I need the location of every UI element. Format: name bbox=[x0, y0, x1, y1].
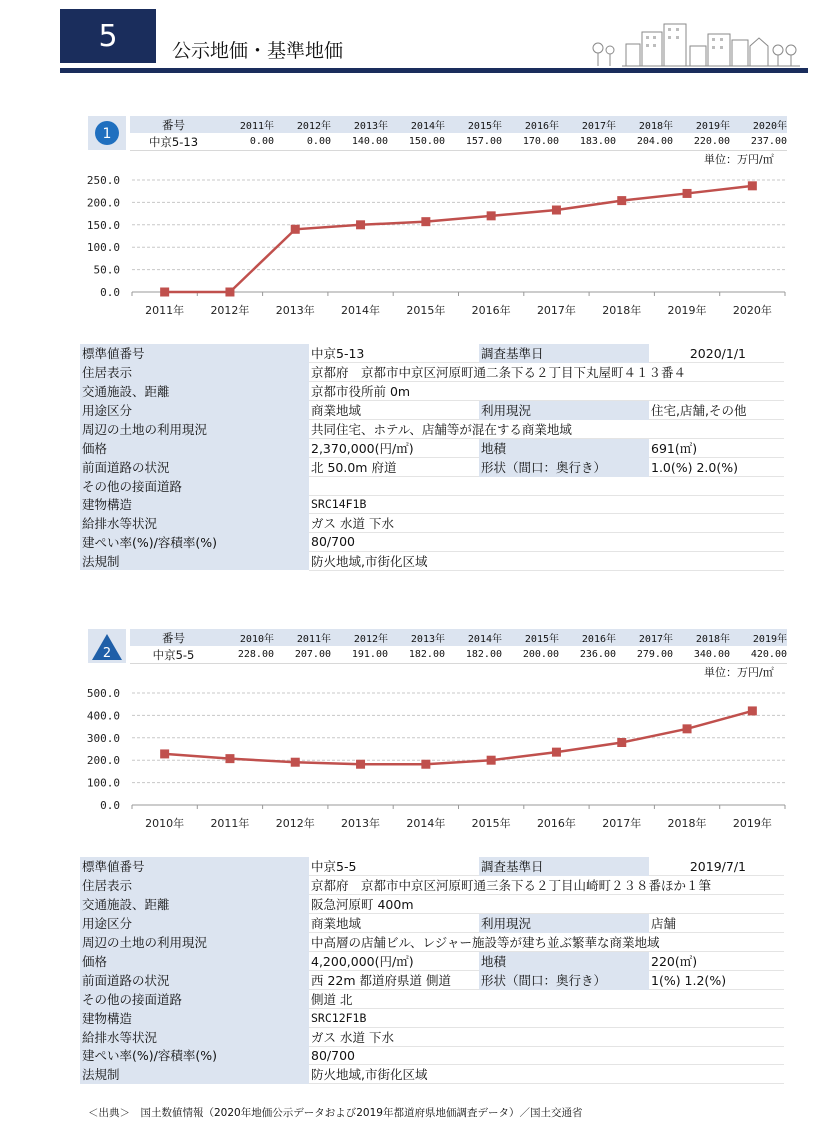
info-value: 80/700 bbox=[309, 533, 784, 552]
table-row bbox=[80, 952, 784, 971]
y-tick-label: 200.0 bbox=[86, 754, 120, 768]
table-row bbox=[80, 477, 784, 496]
table-row bbox=[80, 971, 784, 990]
x-tick-label: 2015年 bbox=[471, 817, 511, 830]
info-label: 形状（間口：奥行き） bbox=[479, 971, 649, 990]
year-cell: 2017年 bbox=[559, 116, 616, 133]
table-row bbox=[80, 933, 784, 952]
table-row bbox=[80, 1065, 784, 1084]
info-value: 2019/7/1 bbox=[649, 857, 784, 876]
table-row bbox=[80, 344, 784, 363]
price-cell: 150.00 bbox=[388, 133, 445, 151]
info-label: 給排水等状況 bbox=[80, 1027, 309, 1046]
info-value: ガス 水道 下水 bbox=[309, 1027, 784, 1046]
badge-number: 1 bbox=[102, 126, 112, 142]
info-label: 価格 bbox=[80, 952, 309, 971]
x-tick-label: 2014年 bbox=[406, 817, 446, 830]
info-value: 京都市役所前 0m bbox=[309, 382, 784, 401]
year-header-row bbox=[130, 629, 787, 646]
year-cell: 2013年 bbox=[331, 116, 388, 133]
badge-number: 2 bbox=[102, 646, 112, 661]
data-point bbox=[291, 225, 300, 234]
price-cell: 340.00 bbox=[673, 646, 730, 664]
x-tick-label: 2013年 bbox=[341, 817, 381, 830]
price-cell: 204.00 bbox=[616, 133, 673, 151]
table-row bbox=[80, 551, 784, 570]
data-point bbox=[487, 211, 496, 220]
price-cell: 182.00 bbox=[445, 646, 502, 664]
info-label: 建物構造 bbox=[80, 1009, 309, 1028]
data-point bbox=[421, 217, 430, 226]
unit-label-1: 単位：万円/㎡ bbox=[704, 153, 774, 166]
price-cell: 220.00 bbox=[673, 133, 730, 151]
info-value: 阪急河原町 400m bbox=[309, 895, 784, 914]
x-tick-label: 2017年 bbox=[536, 304, 576, 317]
data-point bbox=[291, 758, 300, 767]
data-point bbox=[160, 288, 169, 297]
info-value: 側道 北 bbox=[309, 990, 784, 1009]
price-row bbox=[130, 133, 787, 151]
y-tick-label: 100.0 bbox=[86, 241, 120, 255]
info-label: 利用現況 bbox=[479, 401, 649, 420]
price-history-table-1 bbox=[130, 116, 787, 151]
info-label: 地積 bbox=[479, 952, 649, 971]
data-point bbox=[617, 196, 626, 205]
year-cell: 2012年 bbox=[331, 629, 388, 646]
table-row bbox=[80, 495, 784, 514]
info-label: その他の接面道路 bbox=[80, 477, 309, 496]
y-tick-label: 250.0 bbox=[86, 174, 120, 187]
info-value: 防火地域,市街化区域 bbox=[309, 1065, 784, 1084]
x-tick-label: 2011年 bbox=[210, 817, 250, 830]
number-header: 番号 bbox=[130, 116, 217, 133]
info-value: 住宅,店舗,その他 bbox=[649, 401, 784, 420]
info-label: 利用現況 bbox=[479, 914, 649, 933]
year-cell: 2017年 bbox=[616, 629, 673, 646]
info-label: 周辺の土地の利用現況 bbox=[80, 933, 309, 952]
info-label: 価格 bbox=[80, 439, 309, 458]
info-label: 法規制 bbox=[80, 551, 309, 570]
info-label: 用途区分 bbox=[80, 401, 309, 420]
x-tick-label: 2011年 bbox=[145, 304, 185, 317]
triangle-number-icon bbox=[88, 629, 126, 663]
info-label: 建ぺい率(%)/容積率(%) bbox=[80, 533, 309, 552]
y-tick-label: 500.0 bbox=[86, 687, 120, 700]
x-tick-label: 2015年 bbox=[406, 304, 446, 317]
table-row bbox=[80, 914, 784, 933]
info-value: 1.0(%) 2.0(%) bbox=[649, 458, 784, 477]
table-row bbox=[80, 514, 784, 533]
price-cell: 207.00 bbox=[274, 646, 331, 664]
data-point bbox=[748, 181, 757, 190]
info-label: 住居表示 bbox=[80, 876, 309, 895]
info-value: SRC14F1B bbox=[309, 495, 784, 514]
info-value: 京都府 京都市中京区河原町通二条下る２丁目下丸屋町４１３番４ bbox=[309, 363, 784, 382]
data-point bbox=[160, 749, 169, 758]
data-point bbox=[421, 760, 430, 769]
price-cell: 191.00 bbox=[331, 646, 388, 664]
info-value: 80/700 bbox=[309, 1046, 784, 1065]
x-tick-label: 2014年 bbox=[341, 304, 381, 317]
year-header-row bbox=[130, 116, 787, 133]
info-label: 周辺の土地の利用現況 bbox=[80, 420, 309, 439]
y-tick-label: 100.0 bbox=[86, 776, 120, 790]
info-label: 地積 bbox=[479, 439, 649, 458]
number-header: 番号 bbox=[130, 629, 217, 646]
info-value: 2020/1/1 bbox=[649, 344, 784, 363]
year-cell: 2016年 bbox=[559, 629, 616, 646]
table-row bbox=[80, 458, 784, 477]
info-value: 京都府 京都市中京区河原町通三条下る２丁目山崎町２３８番ほか１筆 bbox=[309, 876, 784, 895]
site-number: 中京5-5 bbox=[130, 646, 217, 664]
table-row bbox=[80, 363, 784, 382]
x-tick-label: 2020年 bbox=[732, 304, 772, 317]
price-history-table-2 bbox=[130, 629, 787, 664]
price-cell: 237.00 bbox=[730, 133, 787, 151]
year-cell: 2014年 bbox=[388, 116, 445, 133]
info-value: SRC12F1B bbox=[309, 1009, 784, 1028]
price-cell: 279.00 bbox=[616, 646, 673, 664]
y-tick-label: 200.0 bbox=[86, 196, 120, 210]
x-tick-label: 2018年 bbox=[667, 817, 707, 830]
table-row bbox=[80, 1009, 784, 1028]
info-value: 1(%) 1.2(%) bbox=[649, 971, 784, 990]
info-label: 用途区分 bbox=[80, 914, 309, 933]
price-cell: 140.00 bbox=[331, 133, 388, 151]
site-info-table-1 bbox=[80, 344, 784, 571]
data-point bbox=[225, 288, 234, 297]
data-point bbox=[683, 724, 692, 733]
year-cell: 2015年 bbox=[445, 116, 502, 133]
info-value: 220(㎡) bbox=[649, 952, 784, 971]
info-value: 中高層の店舗ビル、レジャー施設等が建ち並ぶ繁華な商業地域 bbox=[309, 933, 784, 952]
unit-label-2: 単位：万円/㎡ bbox=[704, 666, 774, 679]
info-value: 中京5-5 bbox=[309, 857, 479, 876]
data-point bbox=[552, 748, 561, 757]
data-point bbox=[487, 756, 496, 765]
info-value: 店舗 bbox=[649, 914, 784, 933]
table-row bbox=[80, 533, 784, 552]
year-cell: 2015年 bbox=[502, 629, 559, 646]
city-skyline-icon bbox=[588, 18, 803, 70]
info-label: 標準値番号 bbox=[80, 344, 309, 363]
table-row bbox=[80, 1046, 784, 1065]
info-label: 調査基準日 bbox=[479, 344, 649, 363]
year-cell: 2013年 bbox=[388, 629, 445, 646]
year-cell: 2016年 bbox=[502, 116, 559, 133]
table-row bbox=[80, 990, 784, 1009]
info-value: 防火地域,市街化区域 bbox=[309, 551, 784, 570]
info-label: 交通施設、距離 bbox=[80, 382, 309, 401]
data-point bbox=[683, 189, 692, 198]
section-number: 5 bbox=[98, 18, 118, 54]
x-tick-label: 2017年 bbox=[602, 817, 642, 830]
circle-number-icon bbox=[88, 116, 126, 150]
x-tick-label: 2012年 bbox=[275, 817, 315, 830]
price-cell: 420.00 bbox=[730, 646, 787, 664]
price-row bbox=[130, 646, 787, 664]
price-cell: 157.00 bbox=[445, 133, 502, 151]
info-value: 2,370,000(円/㎡) bbox=[309, 439, 479, 458]
info-label: 標準値番号 bbox=[80, 857, 309, 876]
y-tick-label: 150.0 bbox=[86, 218, 120, 232]
data-point bbox=[748, 706, 757, 715]
y-tick-label: 300.0 bbox=[86, 731, 120, 745]
price-cell: 0.00 bbox=[274, 133, 331, 151]
data-point bbox=[356, 760, 365, 769]
x-tick-label: 2010年 bbox=[145, 817, 185, 830]
y-tick-label: 0.0 bbox=[100, 286, 120, 299]
source-note: ＜出典＞ 国土数値情報（2020年地価公示データおよび2019年都道府県地価調査データ）／国土交通省 bbox=[88, 1107, 583, 1119]
year-cell: 2018年 bbox=[616, 116, 673, 133]
info-label: 調査基準日 bbox=[479, 857, 649, 876]
table-row bbox=[80, 1027, 784, 1046]
price-cell: 200.00 bbox=[502, 646, 559, 664]
table-row bbox=[80, 857, 784, 876]
info-label: 前面道路の状況 bbox=[80, 971, 309, 990]
y-tick-label: 50.0 bbox=[93, 263, 120, 277]
table-row bbox=[80, 895, 784, 914]
price-chart-1 bbox=[80, 170, 810, 320]
data-point bbox=[552, 206, 561, 215]
site-number: 中京5-13 bbox=[130, 133, 217, 151]
year-cell: 2012年 bbox=[274, 116, 331, 133]
info-value: 691(㎡) bbox=[649, 439, 784, 458]
year-cell: 2011年 bbox=[217, 116, 274, 133]
x-tick-label: 2016年 bbox=[536, 817, 576, 830]
table-row bbox=[80, 439, 784, 458]
section-number-box bbox=[60, 9, 156, 63]
year-cell: 2020年 bbox=[730, 116, 787, 133]
x-tick-label: 2019年 bbox=[667, 304, 707, 317]
table-row bbox=[80, 401, 784, 420]
year-cell: 2010年 bbox=[217, 629, 274, 646]
x-tick-label: 2016年 bbox=[471, 304, 511, 317]
info-label: その他の接面道路 bbox=[80, 990, 309, 1009]
table-row bbox=[80, 420, 784, 439]
info-value: 商業地域 bbox=[309, 914, 479, 933]
info-value: 4,200,000(円/㎡) bbox=[309, 952, 479, 971]
x-tick-label: 2012年 bbox=[210, 304, 250, 317]
y-tick-label: 400.0 bbox=[86, 709, 120, 723]
info-value: 西 22m 都道府県道 側道 bbox=[309, 971, 479, 990]
price-chart-2 bbox=[80, 683, 810, 835]
price-cell: 170.00 bbox=[502, 133, 559, 151]
info-value: 共同住宅、ホテル、店舗等が混在する商業地域 bbox=[309, 420, 784, 439]
price-cell: 236.00 bbox=[559, 646, 616, 664]
info-value: 商業地域 bbox=[309, 401, 479, 420]
info-value bbox=[309, 477, 784, 496]
x-tick-label: 2019年 bbox=[732, 817, 772, 830]
x-tick-label: 2013年 bbox=[275, 304, 315, 317]
info-value: 中京5-13 bbox=[309, 344, 479, 363]
page-title: 公示地価・基準地価 bbox=[172, 40, 344, 62]
price-cell: 0.00 bbox=[217, 133, 274, 151]
price-cell: 183.00 bbox=[559, 133, 616, 151]
data-point bbox=[225, 754, 234, 763]
info-value: ガス 水道 下水 bbox=[309, 514, 784, 533]
year-cell: 2019年 bbox=[730, 629, 787, 646]
info-label: 形状（間口：奥行き） bbox=[479, 458, 649, 477]
year-cell: 2011年 bbox=[274, 629, 331, 646]
info-label: 前面道路の状況 bbox=[80, 458, 309, 477]
year-cell: 2019年 bbox=[673, 116, 730, 133]
price-cell: 228.00 bbox=[217, 646, 274, 664]
info-label: 建ぺい率(%)/容積率(%) bbox=[80, 1046, 309, 1065]
site-badge-2 bbox=[88, 629, 126, 663]
table-row bbox=[80, 382, 784, 401]
site-info-table-2 bbox=[80, 857, 784, 1084]
year-cell: 2014年 bbox=[445, 629, 502, 646]
year-cell: 2018年 bbox=[673, 629, 730, 646]
table-row bbox=[80, 876, 784, 895]
info-value: 北 50.0m 府道 bbox=[309, 458, 479, 477]
series-line bbox=[165, 186, 753, 292]
x-tick-label: 2018年 bbox=[602, 304, 642, 317]
info-label: 交通施設、距離 bbox=[80, 895, 309, 914]
info-label: 建物構造 bbox=[80, 495, 309, 514]
info-label: 給排水等状況 bbox=[80, 514, 309, 533]
data-point bbox=[617, 738, 626, 747]
info-label: 住居表示 bbox=[80, 363, 309, 382]
info-label: 法規制 bbox=[80, 1065, 309, 1084]
data-point bbox=[356, 220, 365, 229]
y-tick-label: 0.0 bbox=[100, 799, 120, 812]
site-badge-1 bbox=[88, 116, 126, 150]
price-cell: 182.00 bbox=[388, 646, 445, 664]
